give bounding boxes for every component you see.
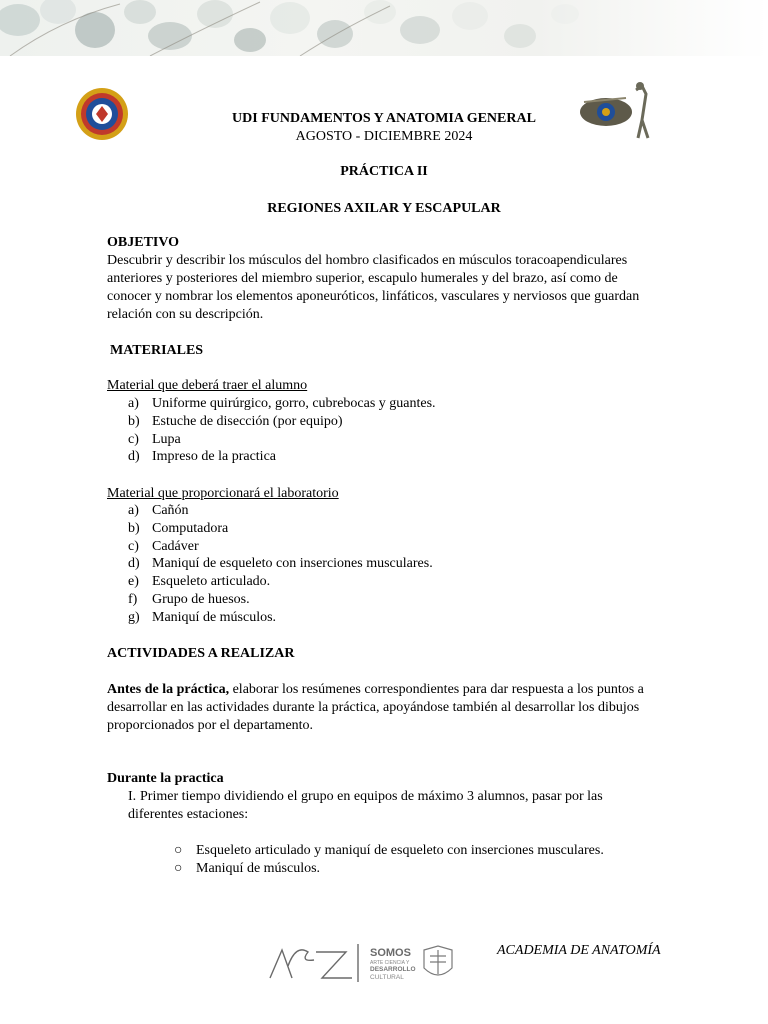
before-practice-text: elaborar los resúmenes correspondientes para dar respuesta a los puntos a desarrollar en las actividades durante la práctica, apoyándose también al desarrollar los dibujos proporcionados por el departamento. xyxy=(107,682,644,733)
list-item xyxy=(128,555,648,573)
student-materials-list xyxy=(128,395,648,466)
item-text: Estuche de disección (por equipo) xyxy=(152,413,343,429)
item-label: f) xyxy=(128,591,138,607)
item-label: g) xyxy=(128,609,140,625)
item-text: Maniquí de músculos. xyxy=(152,609,277,625)
item-text: Esqueleto articulado. xyxy=(152,574,271,590)
lab-materials-heading: Material que proporcionará el laboratorio xyxy=(107,486,339,501)
objective-heading: OBJETIVO xyxy=(107,235,180,250)
list-item xyxy=(174,860,674,878)
list-item xyxy=(128,502,648,520)
during-practice-item xyxy=(128,788,658,824)
item-text: Esqueleto articulado y maniquí de esqueleto con inserciones musculares. xyxy=(196,843,604,858)
item-label: c) xyxy=(128,431,139,447)
item-number: I. xyxy=(128,789,137,804)
list-item xyxy=(128,609,648,627)
student-materials-heading: Material que deberá traer el alumno xyxy=(107,378,308,393)
list-item xyxy=(128,591,648,609)
activities-heading: ACTIVIDADES A REALIZAR xyxy=(107,646,295,661)
stations-list xyxy=(174,842,674,878)
item-label: c) xyxy=(128,538,139,554)
list-item xyxy=(128,448,648,466)
list-item xyxy=(128,538,648,556)
item-text: Impreso de la practica xyxy=(152,449,276,465)
during-practice-heading: Durante la practica xyxy=(107,771,224,786)
item-text: Uniforme quirúrgico, gorro, cubrebocas y guantes. xyxy=(152,396,436,411)
practice-number: PRÁCTICA II xyxy=(340,164,428,179)
before-practice-lead: Antes de la práctica, xyxy=(107,682,230,697)
footer-logos xyxy=(266,938,466,988)
somos-text: SOMOS xyxy=(370,947,411,959)
materials-heading: MATERIALES xyxy=(110,343,204,358)
bullet-icon: ○ xyxy=(174,843,183,858)
practice-topic: REGIONES AXILAR Y ESCAPULAR xyxy=(267,201,501,216)
course-title: UDI FUNDAMENTOS Y ANATOMIA GENERAL xyxy=(232,111,536,126)
tagline-2: DESARROLLO xyxy=(370,966,416,973)
before-practice-paragraph xyxy=(107,681,652,735)
item-label: d) xyxy=(128,449,140,465)
list-item xyxy=(128,573,648,591)
item-text: Maniquí de esqueleto con inserciones musculares. xyxy=(152,556,433,572)
item-label: b) xyxy=(128,413,140,429)
item-label: e) xyxy=(128,574,139,590)
tagline-3: CULTURAL xyxy=(370,974,404,981)
leaf-decoration xyxy=(0,0,768,56)
list-item xyxy=(128,413,648,431)
course-period: AGOSTO - DICIEMBRE 2024 xyxy=(295,129,473,144)
item-text: Primer tiempo dividiendo el grupo en equipos de máximo 3 alumnos, pasar por las diferentes estaciones: xyxy=(128,789,603,822)
item-label: d) xyxy=(128,556,140,572)
item-label: a) xyxy=(128,503,139,518)
item-text: Cadáver xyxy=(152,538,199,554)
item-text: Maniquí de músculos. xyxy=(196,861,321,876)
uaz-logo xyxy=(266,938,466,988)
item-text: Lupa xyxy=(152,431,181,447)
crest-icon xyxy=(424,946,452,975)
header-banner xyxy=(0,0,768,56)
item-text: Computadora xyxy=(152,520,229,536)
list-item xyxy=(128,520,648,538)
objective-text: Descubrir y describir los músculos del hombro clasificados en músculos toracoapendiculares anteriores y posteriores del miembro superior, escapulo humerales y del brazo, así como de conocer y nombrar los elementos aponeuróticos, linfáticos, vasculares y nerviosos que guardan relación con su descripción. xyxy=(107,253,640,322)
item-text: Grupo de huesos. xyxy=(152,591,250,607)
list-item xyxy=(128,431,648,449)
lab-materials-list xyxy=(128,502,648,627)
item-text: Cañón xyxy=(152,503,189,518)
academy-name: ACADEMIA DE ANATOMÍA xyxy=(497,943,661,958)
bullet-icon: ○ xyxy=(174,861,183,876)
tagline-1: ARTE CIENCIA Y xyxy=(370,960,410,966)
item-label: a) xyxy=(128,396,139,411)
list-item xyxy=(128,395,648,413)
list-item xyxy=(174,842,674,860)
item-label: b) xyxy=(128,520,140,536)
